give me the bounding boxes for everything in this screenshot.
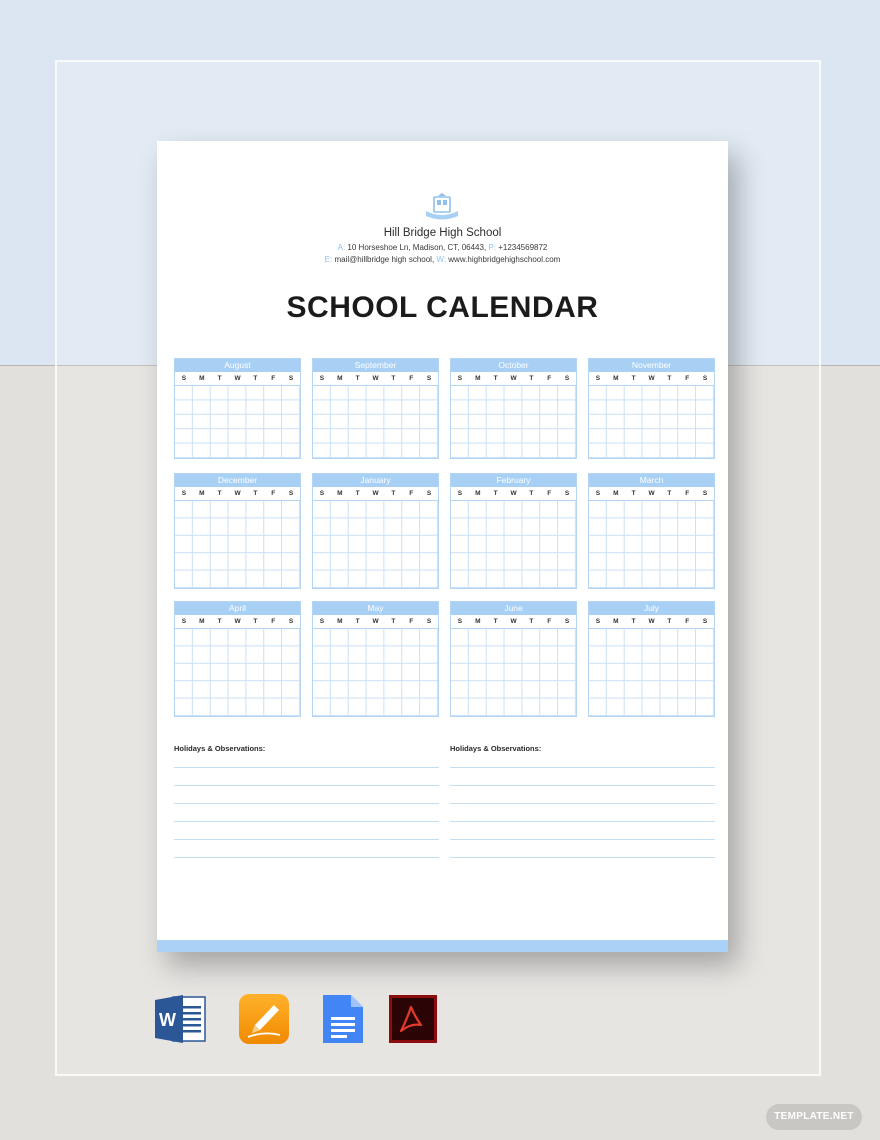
observation-line	[174, 821, 439, 822]
observation-line	[174, 857, 439, 858]
school-contact-line	[157, 255, 728, 264]
weekday-label: F	[271, 375, 276, 382]
weekday-label: W	[510, 375, 517, 382]
weekday-label: T	[529, 490, 534, 497]
date-grid	[589, 501, 714, 588]
weekday-label: S	[181, 375, 187, 382]
observation-line	[174, 767, 439, 768]
weekday-label: T	[493, 490, 498, 497]
weekday-header	[589, 615, 714, 629]
observation-line	[450, 785, 715, 786]
weekday-header	[175, 372, 300, 386]
weekday-label: S	[595, 618, 601, 625]
weekday-label: W	[648, 618, 655, 625]
observation-line	[450, 839, 715, 840]
date-grid	[451, 386, 576, 458]
month-name: October	[451, 359, 576, 372]
month-name: July	[589, 602, 714, 615]
address-key: A:	[337, 243, 346, 252]
weekday-label: T	[253, 618, 258, 625]
svg-text:W: W	[159, 1010, 176, 1030]
weekday-header	[451, 372, 576, 386]
month-calendar	[174, 601, 301, 717]
google-docs-icon[interactable]	[317, 993, 369, 1045]
weekday-label: M	[337, 618, 343, 625]
date-grid	[589, 386, 714, 458]
month-name: December	[175, 474, 300, 487]
month-name: April	[175, 602, 300, 615]
weekday-label: S	[426, 490, 432, 497]
weekday-label: S	[564, 490, 570, 497]
weekday-label: F	[271, 490, 276, 497]
weekday-label: S	[457, 375, 463, 382]
weekday-label: M	[475, 618, 481, 625]
template-net-badge[interactable]: TEMPLATE.NET	[766, 1104, 862, 1130]
weekday-label: T	[253, 375, 258, 382]
month-calendar	[450, 473, 577, 589]
weekday-label: M	[337, 490, 343, 497]
weekday-label: T	[631, 618, 636, 625]
weekday-label: T	[631, 490, 636, 497]
weekday-label: S	[181, 490, 187, 497]
weekday-label: M	[337, 375, 343, 382]
date-grid	[175, 629, 300, 716]
month-calendar	[174, 358, 301, 459]
weekday-label: F	[409, 375, 414, 382]
weekday-label: W	[648, 375, 655, 382]
weekday-label: M	[613, 375, 619, 382]
weekday-label: M	[613, 618, 619, 625]
address-value: 10 Horseshoe Ln, Madison, CT, 06443,	[347, 243, 487, 252]
weekday-label: F	[271, 618, 276, 625]
weekday-label: T	[667, 375, 672, 382]
month-name: November	[589, 359, 714, 372]
date-grid	[313, 501, 438, 588]
month-calendar	[588, 358, 715, 459]
weekday-label: S	[288, 375, 294, 382]
weekday-label: T	[391, 375, 396, 382]
weekday-label: M	[613, 490, 619, 497]
weekday-label: W	[234, 375, 241, 382]
phone-value: +1234569872	[498, 243, 548, 252]
weekday-label: S	[702, 490, 708, 497]
weekday-label: S	[319, 375, 325, 382]
weekday-label: S	[595, 375, 601, 382]
weekday-label: M	[199, 618, 205, 625]
weekday-label: W	[510, 618, 517, 625]
page-title: SCHOOL CALENDAR	[286, 291, 599, 324]
observation-line	[450, 767, 715, 768]
weekday-label: T	[217, 490, 222, 497]
observation-line	[174, 839, 439, 840]
month-name: September	[313, 359, 438, 372]
word-icon[interactable]	[155, 993, 207, 1045]
weekday-label: T	[391, 490, 396, 497]
month-calendar	[588, 473, 715, 589]
weekday-header	[313, 372, 438, 386]
weekday-label: T	[355, 618, 360, 625]
date-grid	[175, 386, 300, 458]
observations-left	[174, 744, 439, 875]
weekday-label: W	[510, 490, 517, 497]
month-calendar	[312, 358, 439, 459]
adobe-pdf-icon[interactable]	[387, 993, 439, 1045]
weekday-label: M	[475, 490, 481, 497]
weekday-label: F	[685, 490, 690, 497]
weekday-label: W	[372, 375, 379, 382]
pages-icon[interactable]	[238, 993, 290, 1045]
weekday-label: F	[547, 618, 552, 625]
month-calendar	[450, 601, 577, 717]
month-name: March	[589, 474, 714, 487]
date-grid	[175, 501, 300, 588]
phone-key: P:	[488, 243, 496, 252]
weekday-header	[589, 487, 714, 501]
weekday-label: S	[702, 618, 708, 625]
weekday-label: T	[253, 490, 258, 497]
weekday-label: S	[319, 618, 325, 625]
app-icons	[155, 993, 455, 1048]
email-key: E:	[324, 255, 333, 264]
weekday-label: F	[409, 618, 414, 625]
month-calendar	[312, 601, 439, 717]
month-name: January	[313, 474, 438, 487]
weekday-label: M	[199, 490, 205, 497]
weekday-label: S	[319, 490, 325, 497]
weekday-label: M	[475, 375, 481, 382]
weekday-label: W	[372, 490, 379, 497]
weekday-header	[313, 487, 438, 501]
weekday-label: T	[529, 375, 534, 382]
month-name: May	[313, 602, 438, 615]
document-page	[157, 141, 728, 952]
observation-line	[450, 803, 715, 804]
observations-label: Holidays & Observations:	[174, 744, 266, 753]
weekday-label: S	[288, 490, 294, 497]
weekday-label: F	[547, 375, 552, 382]
weekday-label: T	[355, 490, 360, 497]
observations-label: Holidays & Observations:	[450, 744, 542, 753]
weekday-header	[451, 487, 576, 501]
month-name: August	[175, 359, 300, 372]
weekday-header	[451, 615, 576, 629]
observations-right	[450, 744, 715, 875]
date-grid	[589, 629, 714, 716]
weekday-header	[589, 372, 714, 386]
weekday-label: T	[217, 618, 222, 625]
weekday-label: F	[409, 490, 414, 497]
observation-line	[174, 803, 439, 804]
weekday-label: S	[702, 375, 708, 382]
weekday-label: T	[631, 375, 636, 382]
weekday-label: S	[564, 375, 570, 382]
web-value: www.highbridgehighschool.com	[448, 255, 561, 264]
date-grid	[451, 501, 576, 588]
date-grid	[313, 386, 438, 458]
page-footer-bar	[157, 940, 728, 952]
weekday-label: F	[547, 490, 552, 497]
weekday-label: T	[391, 618, 396, 625]
weekday-label: S	[426, 618, 432, 625]
weekday-label: W	[234, 490, 241, 497]
date-grid	[313, 629, 438, 716]
weekday-label: T	[529, 618, 534, 625]
month-calendar	[174, 473, 301, 589]
weekday-header	[175, 487, 300, 501]
weekday-label: M	[199, 375, 205, 382]
weekday-header	[313, 615, 438, 629]
weekday-label: W	[372, 618, 379, 625]
weekday-label: T	[667, 618, 672, 625]
email-value: mail@hillbridge high school,	[334, 255, 435, 264]
weekday-label: S	[595, 490, 601, 497]
weekday-label: W	[234, 618, 241, 625]
weekday-label: T	[493, 375, 498, 382]
month-name: February	[451, 474, 576, 487]
web-key: W:	[436, 255, 447, 264]
observation-line	[450, 857, 715, 858]
observation-line	[450, 821, 715, 822]
school-name: Hill Bridge High School	[383, 227, 502, 239]
observation-line	[174, 785, 439, 786]
school-crest-icon	[424, 193, 460, 223]
weekday-label: S	[457, 618, 463, 625]
date-grid	[451, 629, 576, 716]
weekday-label: T	[217, 375, 222, 382]
weekday-label: F	[685, 375, 690, 382]
weekday-label: T	[667, 490, 672, 497]
weekday-label: S	[426, 375, 432, 382]
month-calendar	[312, 473, 439, 589]
weekday-label: S	[288, 618, 294, 625]
month-name: June	[451, 602, 576, 615]
weekday-header	[175, 615, 300, 629]
weekday-label: S	[181, 618, 187, 625]
weekday-label: S	[457, 490, 463, 497]
month-calendar	[450, 358, 577, 459]
weekday-label: T	[355, 375, 360, 382]
month-calendar	[588, 601, 715, 717]
weekday-label: F	[685, 618, 690, 625]
school-address-line	[157, 243, 728, 252]
weekday-label: T	[493, 618, 498, 625]
weekday-label: W	[648, 490, 655, 497]
weekday-label: S	[564, 618, 570, 625]
